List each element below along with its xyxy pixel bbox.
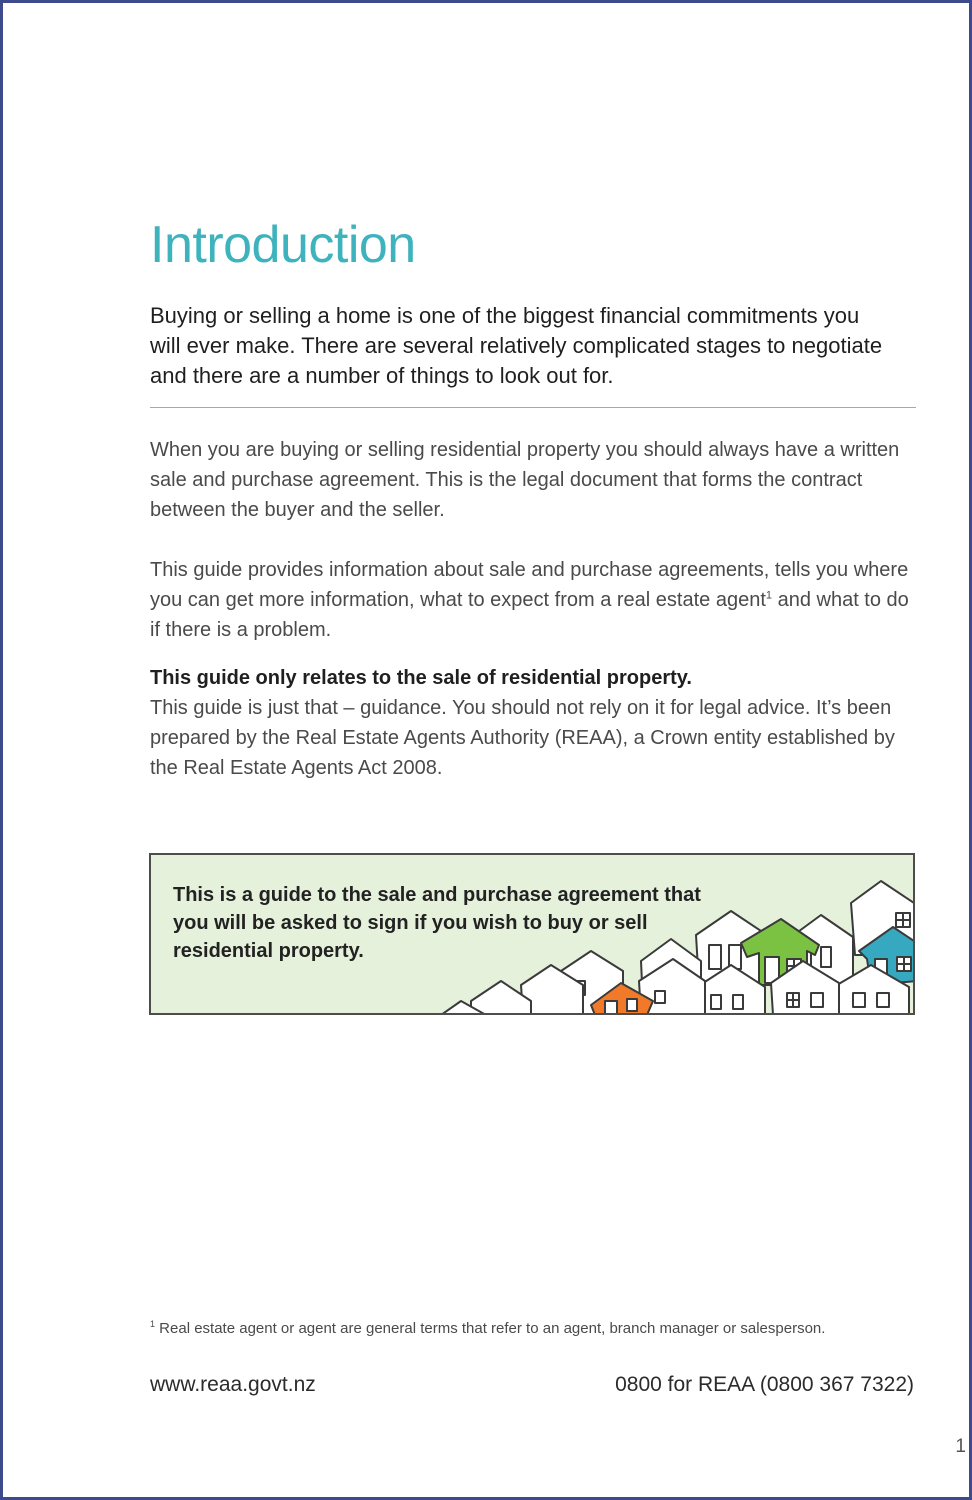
callout-text: This is a guide to the sale and purchase agreement that you will be asked to sign if you wish to buy or sell residential property. [173, 884, 701, 962]
houses-illustration [441, 855, 915, 1015]
paragraph-guide-info [150, 555, 920, 645]
website-link[interactable]: www.reaa.govt.nz [150, 1373, 316, 1396]
paragraph-written-agreement: When you are buying or selling residential property you should always have a written sale and purchase agreement. This is the legal document that forms the contract between the buyer and the seller. [150, 439, 900, 521]
paragraph-guide-info-text: This guide provides information about sale and purchase agreements, tells you where you can get more information, what to expect from a real estate agent [150, 559, 909, 611]
residential-only-heading: This guide only relates to the sale of residential property. [150, 667, 692, 689]
page-title: Introduction [150, 216, 416, 274]
footnote [150, 1318, 930, 1340]
paragraph-guidance-disclaimer: This guide is just that – guidance. You should not rely on it for legal advice. It’s been prepared by the Real Estate Agents Authority (REAA), a Crown entity established by the Real Estate Agents Act 2008. [150, 697, 895, 779]
guide-callout-box [149, 853, 915, 1015]
page-number: 1 [955, 1436, 966, 1457]
intro-lead-paragraph: Buying or selling a home is one of the biggest financial commitments you will ever make. There are several relatively complicated stages to negotiate and there are a number of things to look out for. [150, 303, 883, 388]
footnote-reference: 1 [765, 589, 773, 602]
phone-number: 0800 for REAA (0800 367 7322) [615, 1373, 914, 1396]
paragraph-guide-info-text-end: and what to do if there is a problem. [150, 589, 909, 641]
section-divider [150, 407, 916, 408]
footnote-marker: 1 [150, 1319, 156, 1329]
footnote-text: Real estate agent or agent are general terms that refer to an agent, branch manager or salesperson. [155, 1320, 826, 1337]
